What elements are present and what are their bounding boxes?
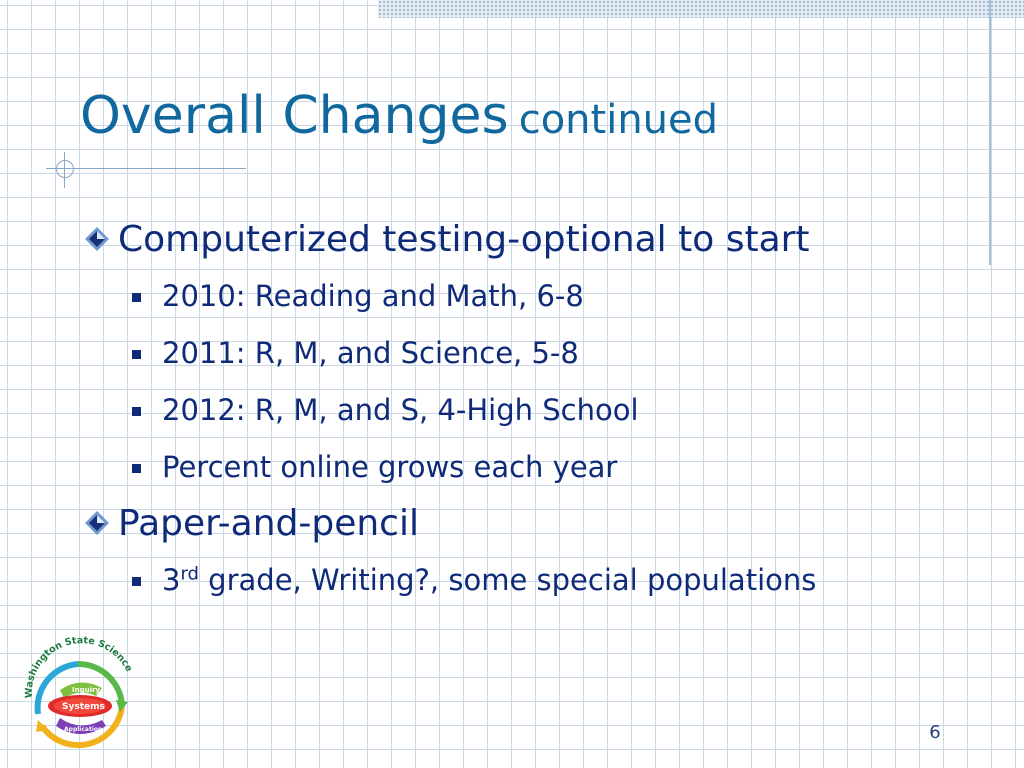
square-bullet-icon bbox=[132, 350, 141, 359]
top-dotted-band bbox=[378, 0, 1024, 18]
title-suffix: continued bbox=[518, 97, 719, 143]
ordinal-number: 3 bbox=[162, 563, 181, 597]
bullet-level2 bbox=[80, 382, 1000, 439]
washington-state-science-logo bbox=[18, 636, 138, 752]
title-main: Overall Changes bbox=[80, 86, 509, 146]
bullet-level2-text: Percent online grows each year bbox=[162, 450, 618, 484]
bullet-level1 bbox=[80, 212, 1000, 268]
diamond-bullet-icon bbox=[84, 510, 110, 536]
ordinal-suffix: rd bbox=[180, 563, 199, 585]
square-bullet-icon bbox=[132, 407, 141, 416]
square-bullet-icon bbox=[132, 293, 141, 302]
bullet-level2-text: 2012: R, M, and S, 4-High School bbox=[162, 393, 639, 427]
rule-circle-ornament bbox=[56, 160, 74, 178]
bullet-level1 bbox=[80, 496, 1000, 552]
slide-content bbox=[80, 212, 1000, 609]
bullet-level2-text: 2011: R, M, and Science, 5-8 bbox=[162, 336, 579, 370]
bullet-level2 bbox=[80, 268, 1000, 325]
page-number: 6 bbox=[929, 722, 941, 743]
title-underline-rule bbox=[46, 168, 246, 169]
logo-inquiry-text: Inquiry bbox=[72, 686, 100, 694]
logo-ring-text: Washington State Science bbox=[23, 636, 135, 699]
bullet-level2-text: 2010: Reading and Math, 6-8 bbox=[162, 279, 584, 313]
bullet-level2-text: grade, Writing?, some special populations bbox=[198, 563, 817, 597]
square-bullet-icon bbox=[132, 464, 141, 473]
square-bullet-icon bbox=[132, 577, 141, 586]
slide-title bbox=[80, 86, 718, 146]
diamond-bullet-icon bbox=[84, 226, 110, 252]
logo-application-text: Application bbox=[64, 726, 103, 733]
bullet-level2 bbox=[80, 552, 1000, 609]
bullet-level2 bbox=[80, 439, 1000, 496]
bullet-level2 bbox=[80, 325, 1000, 382]
rule-circle-vertical-stroke bbox=[64, 152, 65, 188]
bullet-level1-text: Paper-and-pencil bbox=[118, 503, 419, 544]
bullet-level1-text: Computerized testing-optional to start bbox=[118, 219, 810, 260]
logo-systems-text: Systems bbox=[62, 702, 105, 712]
